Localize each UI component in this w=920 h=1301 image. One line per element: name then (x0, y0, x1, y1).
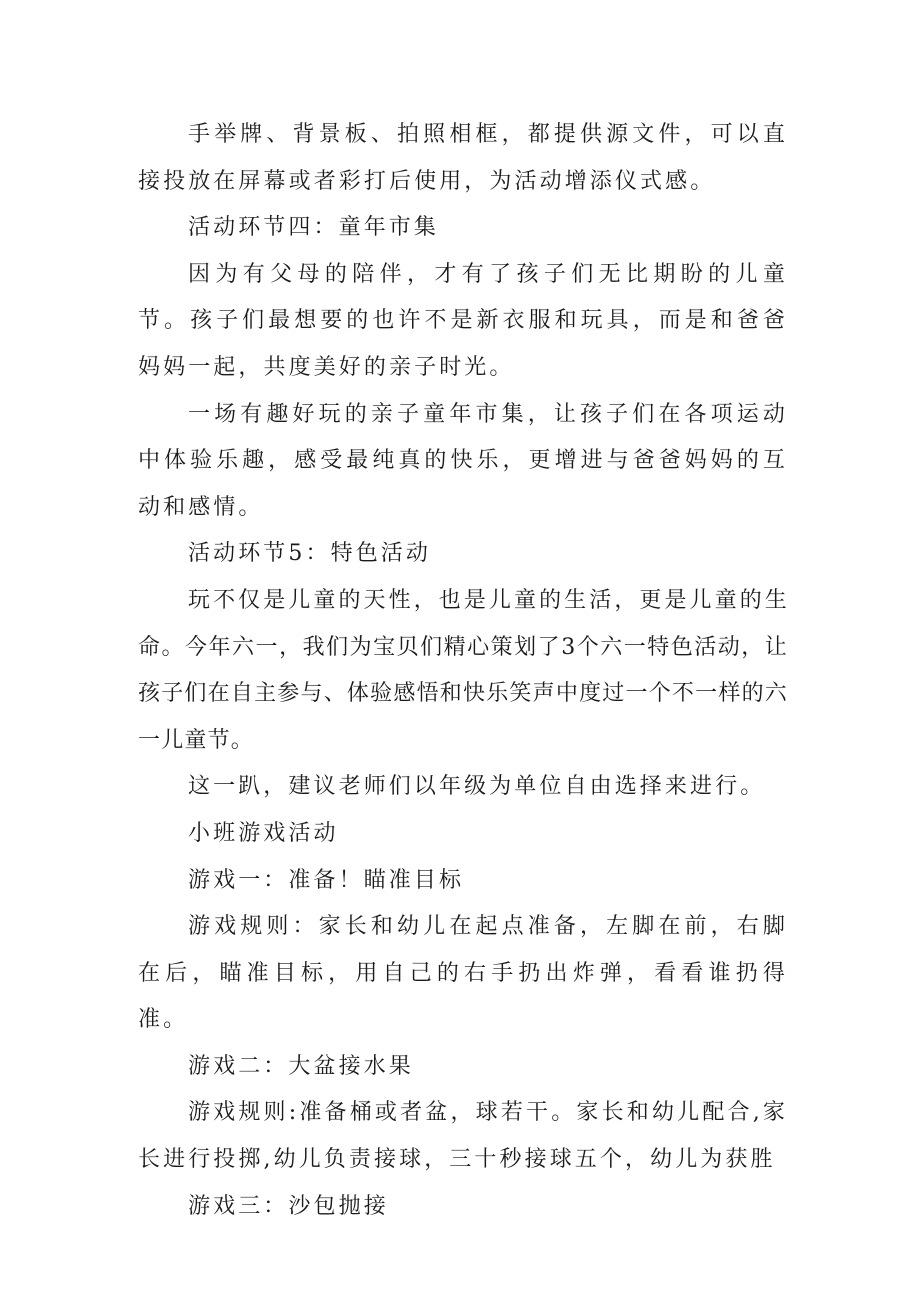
heading-game-3: 游戏三：沙包抛接 (188, 1193, 389, 1219)
paragraph-game-2-rules: 游戏规则:准备桶或者盆，球若干。家长和幼儿配合,家长进行投掷,幼儿负责接球，三十秒接球五个，幼儿为获胜 (138, 1100, 788, 1173)
paragraph-play-nature: 玩不仅是儿童的天性，也是儿童的生活，更是儿童的生命。今年六一，我们为宝贝们精心策划了3个六一特色活动，让孩子们在自主参与、体验感悟和快乐笑声中度过一个不一样的六一儿童节。 (138, 587, 788, 753)
heading-game-1: 游戏一：准备！瞄准目标 (188, 867, 465, 893)
paragraph-parents-company: 因为有父母的陪伴，才有了孩子们无比期盼的儿童节。孩子们最想要的也许不是新衣服和玩具，而是和爸爸妈妈一起，共度美好的亲子时光。 (138, 261, 788, 380)
heading-activity-5: 活动环节5：特色活动 (188, 541, 431, 567)
heading-activity-4: 活动环节四：童年市集 (188, 215, 440, 241)
paragraph-grade-suggestion: 这一趴，建议老师们以年级为单位自由选择来进行。 (188, 774, 766, 800)
document-page (138, 112, 788, 1230)
paragraph-game-1-rules: 游戏规则：家长和幼儿在起点准备，左脚在前，右脚在后，瞄准目标，用自己的右手扔出炸弹，看看谁扔得准。 (138, 914, 788, 1033)
paragraph-props-intro: 手举牌、背景板、拍照相框，都提供源文件，可以直接投放在屏幕或者彩打后使用，为活动增添仪式感。 (138, 122, 788, 194)
heading-junior-class-games: 小班游戏活动 (188, 820, 339, 846)
paragraph-childhood-market: 一场有趣好玩的亲子童年市集，让孩子们在各项运动中体验乐趣，感受最纯真的快乐，更增进与爸爸妈妈的互动和感情。 (138, 401, 788, 520)
heading-game-2: 游戏二：大盆接水果 (188, 1053, 414, 1079)
